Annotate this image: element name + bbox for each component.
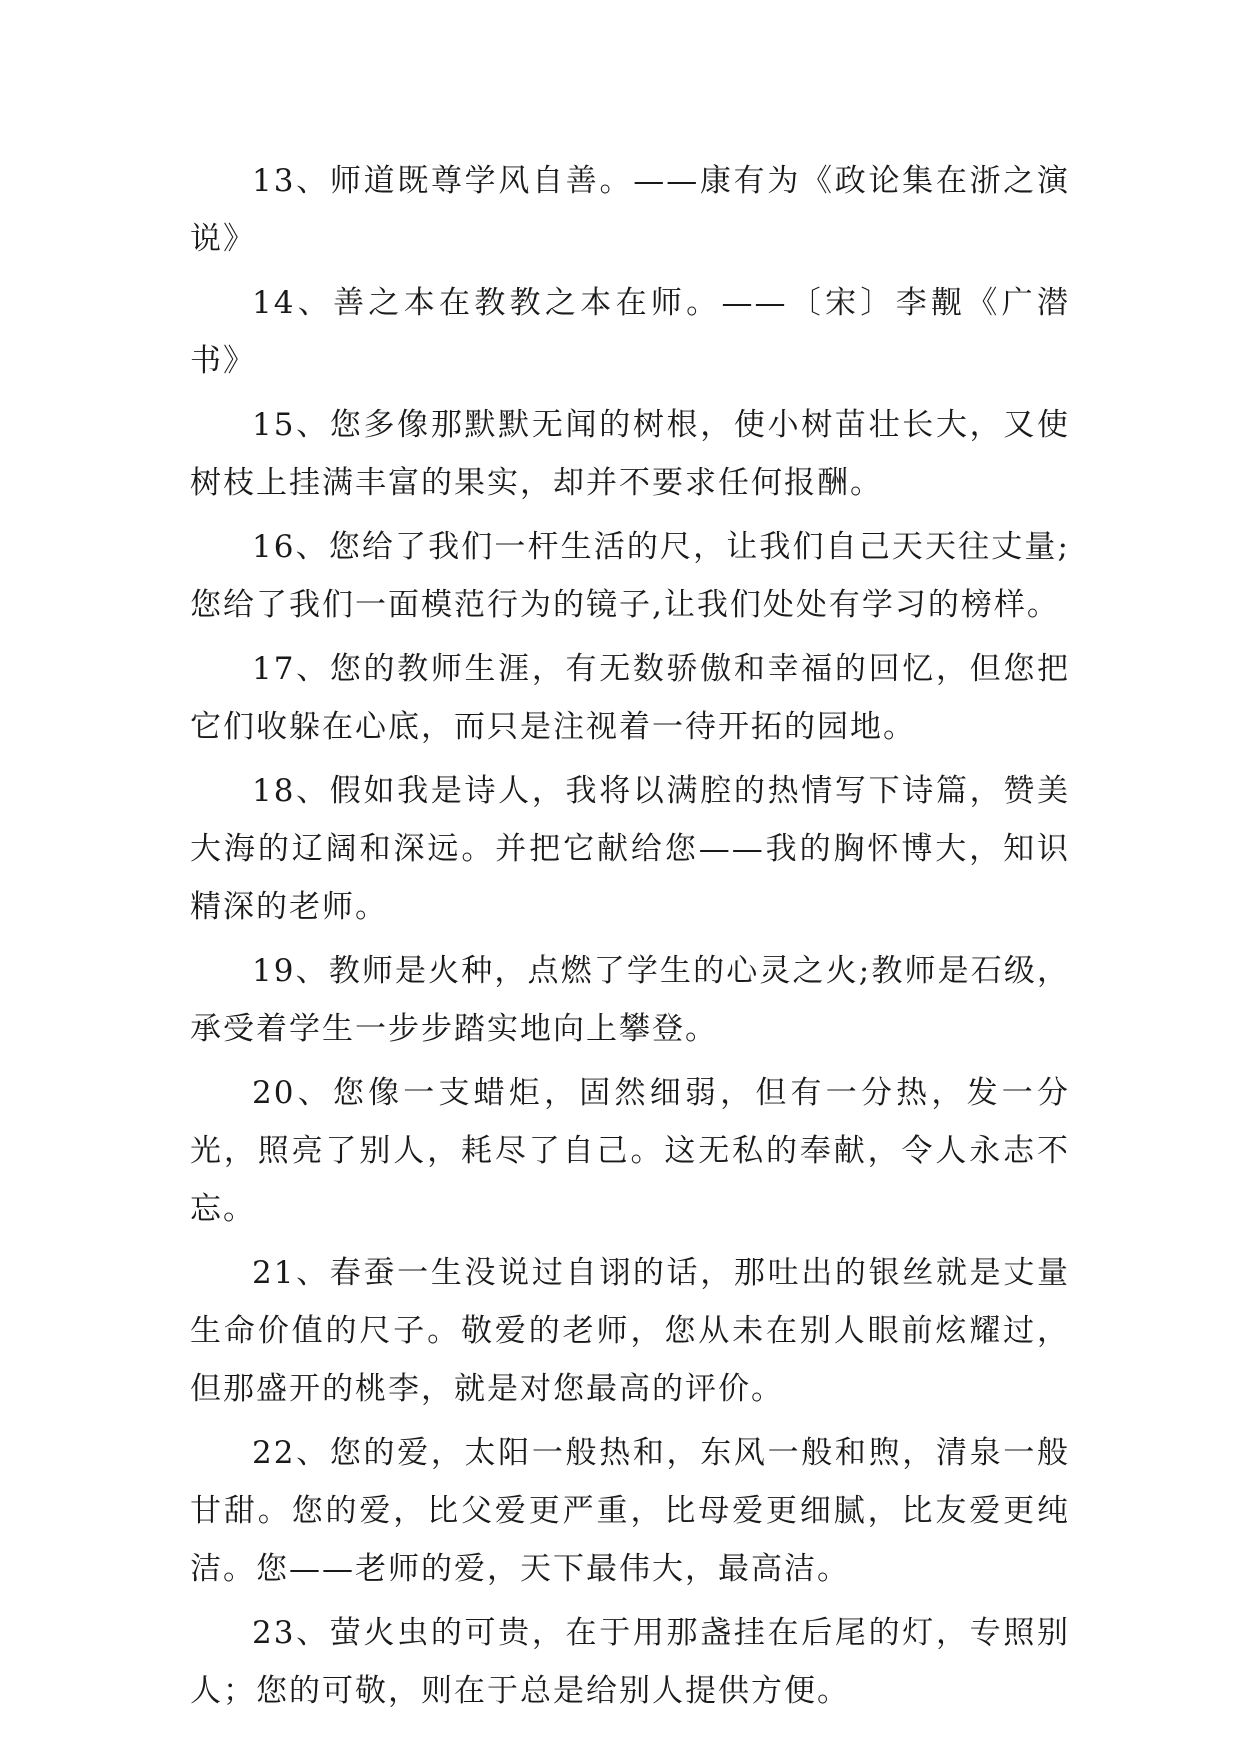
paragraph-20: 20、您像一支蜡炬，固然细弱，但有一分热，发一分光，照亮了别人，耗尽了自己。这无私的奉献，令人永志不忘。 — [190, 1075, 1070, 1227]
paragraph-18: 18、假如我是诗人，我将以满腔的热情写下诗篇，赞美大海的辽阔和深远。并把它献给您——我的胸怀博大，知识精深的老师。 — [190, 773, 1070, 925]
document-page — [190, 152, 1070, 1726]
paragraph-23: 23、萤火虫的可贵，在于用那盏挂在后尾的灯，专照别人；您的可敬，则在于总是给别人提供方便。 — [190, 1615, 1070, 1709]
paragraph-14: 14、善之本在教教之本在师。——〔宋〕李觏《广潜书》 — [190, 285, 1070, 379]
paragraph-19: 19、教师是火种，点燃了学生的心灵之火;教师是石级，承受着学生一步步踏实地向上攀登。 — [190, 953, 1070, 1047]
paragraph-17: 17、您的教师生涯，有无数骄傲和幸福的回忆，但您把它们收躲在心底，而只是注视着一待开拓的园地。 — [190, 651, 1070, 745]
paragraph-15: 15、您多像那默默无闻的树根，使小树苗壮长大，又使树枝上挂满丰富的果实，却并不要求任何报酬。 — [190, 407, 1070, 501]
paragraph-13: 13、师道既尊学风自善。——康有为《政论集在浙之演说》 — [190, 163, 1070, 257]
paragraph-22: 22、您的爱，太阳一般热和，东风一般和煦，清泉一般甘甜。您的爱，比父爱更严重，比母爱更细腻，比友爱更纯洁。您——老师的爱，天下最伟大，最高洁。 — [190, 1435, 1070, 1587]
paragraph-21: 21、春蚕一生没说过自诩的话，那吐出的银丝就是丈量生命价值的尺子。敬爱的老师，您从未在别人眼前炫耀过，但那盛开的桃李，就是对您最高的评价。 — [190, 1255, 1070, 1407]
paragraph-16: 16、您给了我们一杆生活的尺，让我们自己天天往丈量;您给了我们一面模范行为的镜子,让我们处处有学习的榜样。 — [190, 529, 1070, 623]
